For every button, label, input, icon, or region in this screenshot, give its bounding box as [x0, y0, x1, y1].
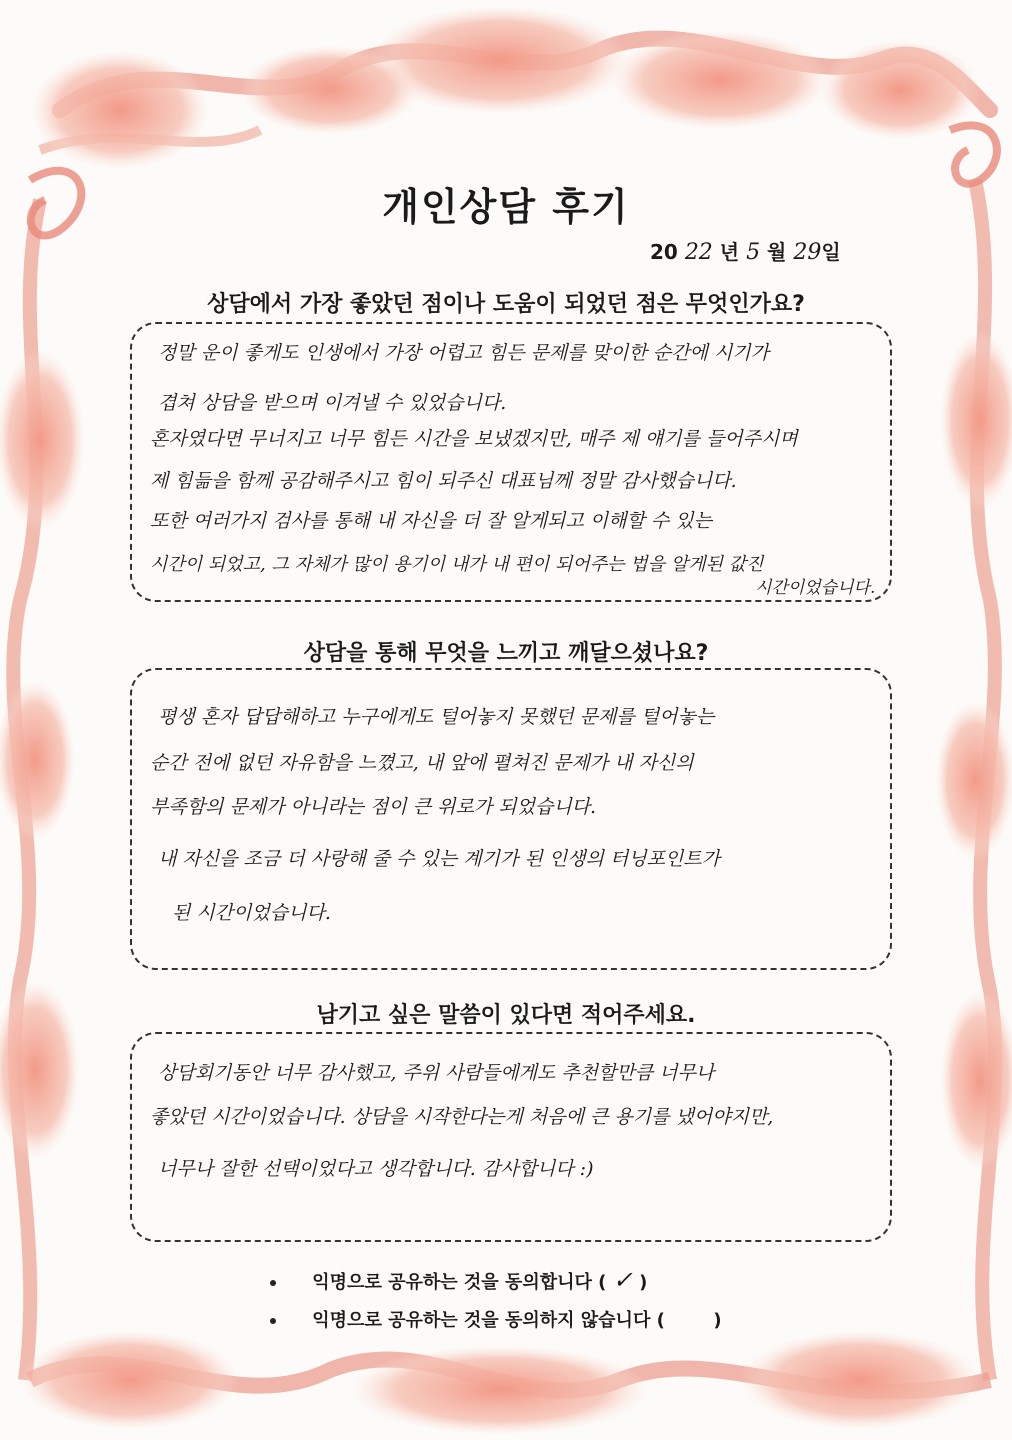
consent-agree-close: ): [639, 1272, 648, 1293]
date-day: 29: [793, 240, 822, 265]
bullet-icon: [270, 1280, 276, 1286]
bullet-icon: [270, 1318, 276, 1324]
answer-3-line-2: 좋았던 시간이었습니다. 상담을 시작한다는게 처음에 큰 용기를 냈어야지만,: [150, 1106, 774, 1128]
consent-agree-checkmark[interactable]: ✓: [612, 1266, 633, 1294]
answer-3-line-1: 상담회기동안 너무 감사했고, 주위 사람들에게도 추천할만큼 너무나: [158, 1062, 715, 1084]
answer-1-line-3: 혼자였다면 무너지고 너무 힘든 시간을 보냈겠지만, 매주 제 얘기를 들어주시며: [150, 428, 798, 450]
answer-2-line-5: 된 시간이었습니다.: [172, 902, 331, 924]
date-prefix: 20: [650, 240, 678, 264]
answer-1-line-7: 시간이었습니다.: [755, 578, 876, 598]
date-month-unit: 월: [767, 240, 787, 264]
date-month: 5: [746, 240, 761, 265]
answer-2-line-3: 부족함의 문제가 아니라는 점이 큰 위로가 되었습니다.: [150, 796, 597, 818]
consent-disagree: [270, 1306, 722, 1332]
answer-3-line-3: 너무나 잘한 선택이었다고 생각합니다. 감사합니다 :): [158, 1158, 594, 1180]
answer-1-line-2: 겹쳐 상담을 받으며 이겨낼 수 있었습니다.: [158, 392, 507, 414]
date-day-unit: 일: [821, 240, 841, 264]
answer-1-line-6: 시간이 되었고, 그 자체가 많이 용기이 내가 내 편이 되어주는 법을 알게된 값진: [150, 554, 764, 575]
answer-2-line-4: 내 자신을 조금 더 사랑해 줄 수 있는 계기가 된 인생의 터닝포인트가: [158, 848, 720, 870]
form-date: [650, 236, 841, 265]
consent-agree-label: 익명으로 공유하는 것을 동의합니다 (: [312, 1272, 607, 1293]
consent-disagree-label: 익명으로 공유하는 것을 동의하지 않습니다 (: [312, 1310, 665, 1331]
consent-disagree-close: ): [713, 1310, 722, 1331]
question-3-heading: 남기고 싶은 말씀이 있다면 적어주세요.: [316, 1003, 696, 1028]
answer-2-line-2: 순간 전에 없던 자유함을 느꼈고, 내 앞에 펼쳐진 문제가 내 자신의: [150, 752, 694, 774]
date-year: 22: [684, 240, 713, 265]
question-1-heading: 상담에서 가장 좋았던 점이나 도움이 되었던 점은 무엇인가요?: [207, 292, 805, 317]
form-title: 개인상담 후기: [382, 185, 630, 229]
date-year-unit: 년: [719, 240, 740, 264]
answer-1-line-4: 제 힘듦을 함께 공감해주시고 힘이 되주신 대표님께 정말 감사했습니다.: [150, 470, 737, 492]
consent-agree: [270, 1266, 647, 1294]
question-2-heading: 상담을 통해 무엇을 느끼고 깨달으셨나요?: [303, 641, 709, 666]
answer-1-line-1: 정말 운이 좋게도 인생에서 가장 어렵고 힘든 문제를 맞이한 순간에 시기가: [158, 342, 770, 364]
answer-1-line-5: 또한 여러가지 검사를 통해 내 자신을 더 잘 알게되고 이해할 수 있는: [150, 510, 712, 532]
answer-2-line-1: 평생 혼자 답답해하고 누구에게도 털어놓지 못했던 문제를 털어놓는: [158, 706, 715, 728]
